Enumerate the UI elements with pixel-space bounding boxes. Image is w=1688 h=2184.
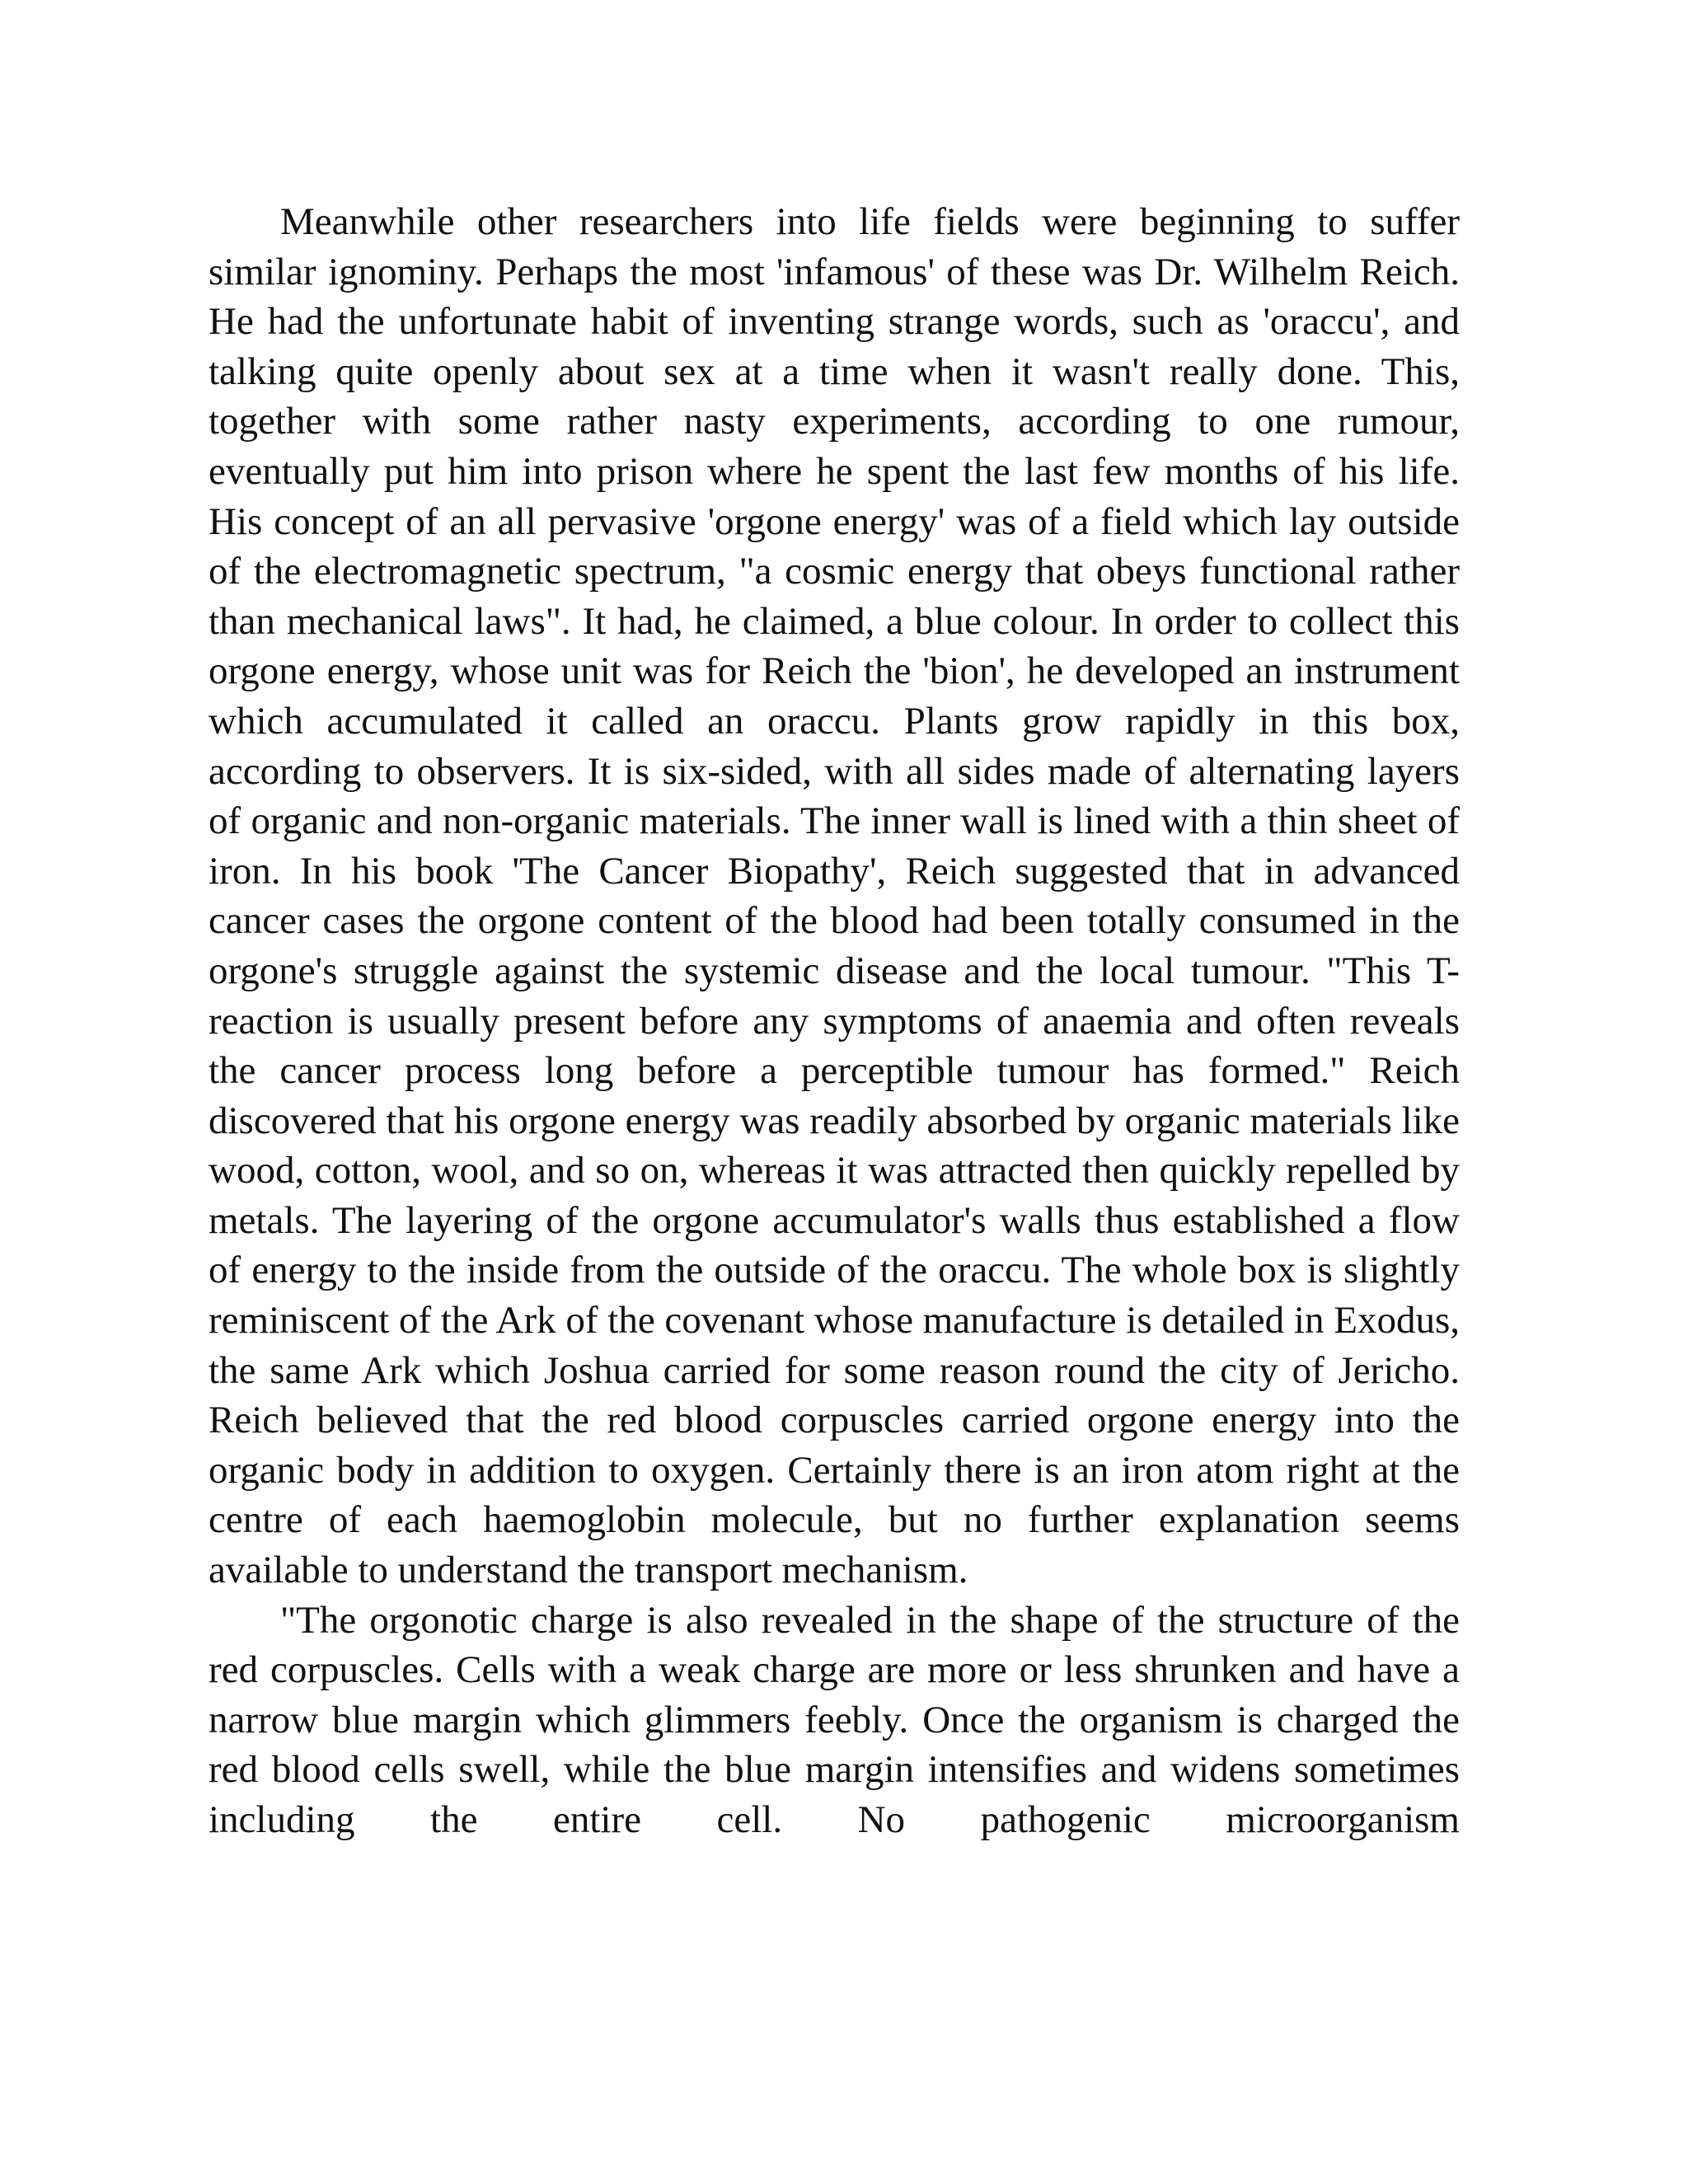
body-text: [209, 197, 1460, 1845]
paragraph-1: Meanwhile other researchers into life fields were beginning to suffer similar ignominy. Perhaps the most 'infamous' of these was Dr. Wilhelm Reich. He had the unfortunate habit of inventing strange words, such as 'oraccu', and talking quite openly about sex at a time when it wasn't really done. This, together with some rather nasty experiments, according to one rumour, eventually put him into prison where he spent the last few months of his life. His concept of an all pervasive 'orgone energy' was of a field which lay outside of the electromagnetic spectrum, "a cosmic energy that obeys functional rather than mechanical laws". It had, he claimed, a blue colour. In order to collect this orgone energy, whose unit was for Reich the 'bion', he developed an instrument which accumulated it called an oraccu. Plants grow rapidly in this box, according to observers. It is six-sided, with all sides made of alternating layers of organic and non-organic materials. The inner wall is lined with a thin sheet of iron. In his book 'The Cancer Biopathy', Reich suggested that in advanced cancer cases the orgone content of the blood had been totally consumed in the orgone's struggle against the systemic disease and the local tumour. "This T-reaction is usually present before any symptoms of anaemia and often reveals the cancer process long before a perceptible tumour has formed." Reich discovered that his orgone energy was readily absorbed by organic materials like wood, cotton, wool, and so on, whereas it was attracted then quickly repelled by metals. The layering of the orgone accumulator's walls thus established a flow of energy to the inside from the outside of the oraccu. The whole box is slightly reminiscent of the Ark of the covenant whose manufacture is detailed in Exodus, the same Ark which Joshua carried for some reason round the city of Jericho. Reich believed that the red blood corpuscles carried orgone energy into the organic body in addition to oxygen. Certainly there is an iron atom right at the centre of each haemoglobin molecule, but no further explanation seems available to understand the transport mechanism.: [209, 200, 1460, 1592]
paragraph-2: "The orgonotic charge is also revealed in the shape of the structure of the red corpuscles. Cells with a weak charge are more or less shrunken and have a narrow blue margin which glimmers feebly. Once the organism is charged the red blood cells swell, while the blue margin intensifies and widens sometimes including the entire cell. No pathogenic microorganism: [209, 1598, 1460, 1841]
